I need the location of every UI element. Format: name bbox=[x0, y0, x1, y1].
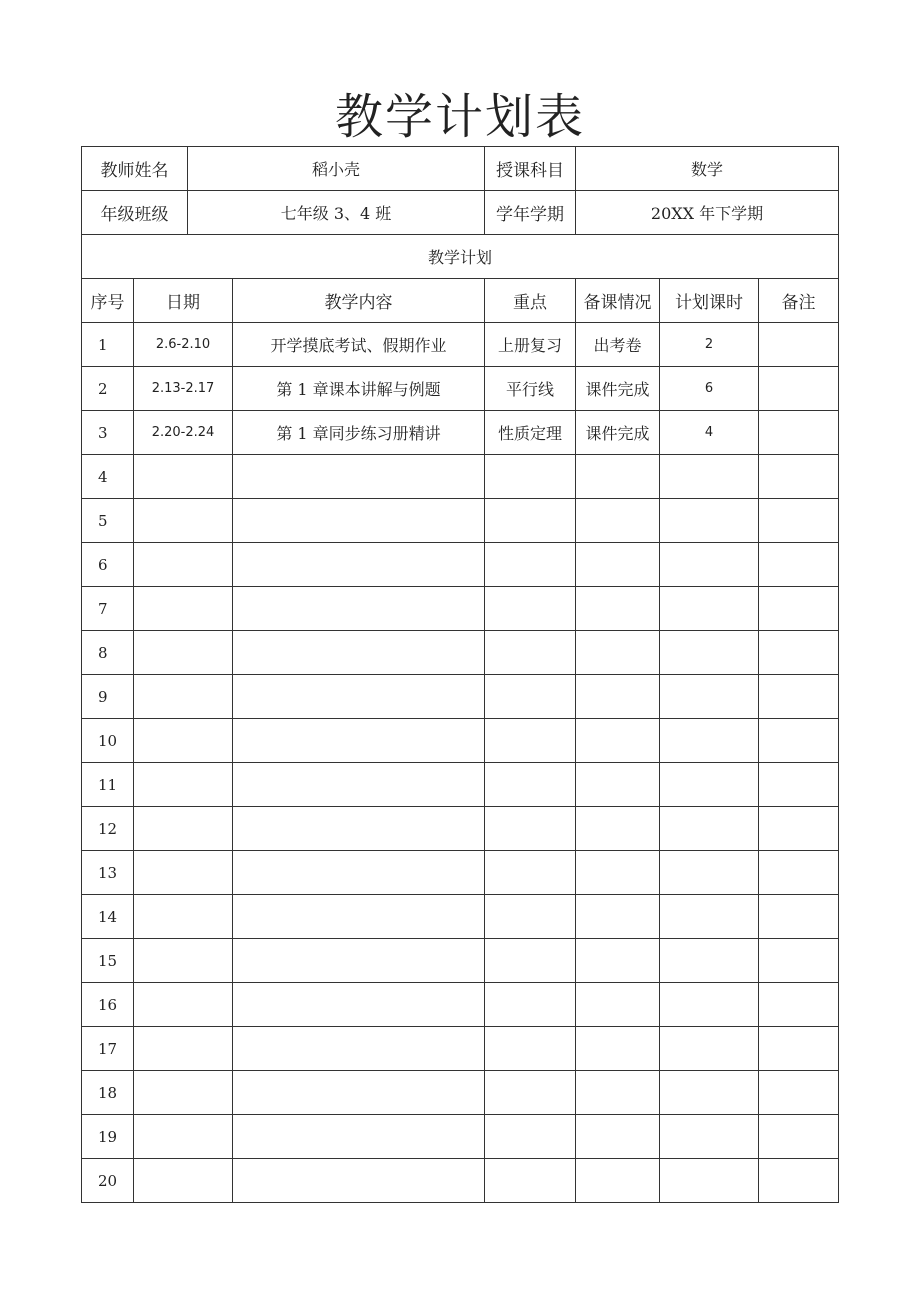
cell-prep bbox=[576, 499, 660, 543]
cell-seq: 1 bbox=[82, 323, 134, 367]
cell-seq: 13 bbox=[82, 851, 134, 895]
cell-note bbox=[759, 895, 839, 939]
table-row bbox=[82, 631, 839, 675]
subject-label: 授课科目 bbox=[485, 147, 576, 191]
cell-date bbox=[134, 1159, 233, 1203]
teacher-row bbox=[82, 147, 839, 191]
cell-seq: 15 bbox=[82, 939, 134, 983]
cell-note bbox=[759, 543, 839, 587]
cell-prep bbox=[576, 939, 660, 983]
cell-prep bbox=[576, 851, 660, 895]
cell-prep bbox=[576, 631, 660, 675]
cell-date bbox=[134, 851, 233, 895]
cell-content bbox=[233, 631, 485, 675]
cell-prep bbox=[576, 1115, 660, 1159]
cell-content bbox=[233, 499, 485, 543]
cell-hours bbox=[660, 587, 759, 631]
term-value: 20XX 年下学期 bbox=[576, 191, 839, 235]
cell-date bbox=[134, 543, 233, 587]
cell-focus bbox=[485, 719, 576, 763]
cell-content bbox=[233, 1159, 485, 1203]
cell-seq: 20 bbox=[82, 1159, 134, 1203]
cell-content bbox=[233, 983, 485, 1027]
cell-note bbox=[759, 499, 839, 543]
cell-hours: 6 bbox=[660, 367, 759, 411]
cell-focus bbox=[485, 675, 576, 719]
cell-focus bbox=[485, 1071, 576, 1115]
cell-hours bbox=[660, 631, 759, 675]
cell-prep bbox=[576, 675, 660, 719]
cell-focus bbox=[485, 983, 576, 1027]
cell-content bbox=[233, 851, 485, 895]
cell-content: 第 1 章课本讲解与例题 bbox=[233, 367, 485, 411]
teacher-label: 教师姓名 bbox=[82, 147, 188, 191]
cell-hours bbox=[660, 543, 759, 587]
cell-date: 2.13-2.17 bbox=[134, 367, 233, 411]
cell-content bbox=[233, 719, 485, 763]
cell-prep bbox=[576, 543, 660, 587]
cell-seq: 14 bbox=[82, 895, 134, 939]
table-row bbox=[82, 455, 839, 499]
cell-seq: 18 bbox=[82, 1071, 134, 1115]
cell-focus bbox=[485, 763, 576, 807]
cell-date bbox=[134, 455, 233, 499]
cell-content bbox=[233, 543, 485, 587]
header-hours: 计划课时 bbox=[660, 279, 759, 323]
table-row bbox=[82, 851, 839, 895]
subject-value: 数学 bbox=[576, 147, 839, 191]
grade-label: 年级班级 bbox=[82, 191, 188, 235]
cell-prep bbox=[576, 895, 660, 939]
cell-prep bbox=[576, 807, 660, 851]
cell-focus bbox=[485, 1159, 576, 1203]
cell-seq: 19 bbox=[82, 1115, 134, 1159]
header-content: 教学内容 bbox=[233, 279, 485, 323]
cell-hours bbox=[660, 1027, 759, 1071]
cell-date bbox=[134, 499, 233, 543]
cell-prep bbox=[576, 1071, 660, 1115]
cell-note bbox=[759, 455, 839, 499]
cell-date bbox=[134, 939, 233, 983]
cell-note bbox=[759, 851, 839, 895]
cell-content bbox=[233, 587, 485, 631]
cell-focus bbox=[485, 499, 576, 543]
teacher-value: 稻小壳 bbox=[188, 147, 485, 191]
section-title: 教学计划 bbox=[82, 235, 839, 279]
cell-seq: 8 bbox=[82, 631, 134, 675]
table-row bbox=[82, 807, 839, 851]
cell-focus bbox=[485, 851, 576, 895]
cell-focus: 平行线 bbox=[485, 367, 576, 411]
cell-seq: 2 bbox=[82, 367, 134, 411]
header-focus: 重点 bbox=[485, 279, 576, 323]
page-title: 教学计划表 bbox=[334, 89, 585, 145]
cell-content bbox=[233, 807, 485, 851]
cell-date bbox=[134, 807, 233, 851]
cell-note bbox=[759, 1071, 839, 1115]
cell-date: 2.6-2.10 bbox=[134, 323, 233, 367]
cell-seq: 9 bbox=[82, 675, 134, 719]
cell-date bbox=[134, 631, 233, 675]
table-row bbox=[82, 411, 839, 455]
cell-content: 第 1 章同步练习册精讲 bbox=[233, 411, 485, 455]
cell-note bbox=[759, 807, 839, 851]
cell-note bbox=[759, 719, 839, 763]
cell-note bbox=[759, 411, 839, 455]
table-row bbox=[82, 367, 839, 411]
cell-prep bbox=[576, 719, 660, 763]
cell-hours bbox=[660, 719, 759, 763]
header-prep: 备课情况 bbox=[576, 279, 660, 323]
cell-seq: 16 bbox=[82, 983, 134, 1027]
cell-date: 2.20-2.24 bbox=[134, 411, 233, 455]
cell-content bbox=[233, 1027, 485, 1071]
table-row bbox=[82, 1071, 839, 1115]
cell-seq: 3 bbox=[82, 411, 134, 455]
cell-focus bbox=[485, 631, 576, 675]
cell-content bbox=[233, 895, 485, 939]
table-row bbox=[82, 499, 839, 543]
cell-note bbox=[759, 763, 839, 807]
header-note: 备注 bbox=[759, 279, 839, 323]
table-row bbox=[82, 1159, 839, 1203]
cell-hours bbox=[660, 455, 759, 499]
cell-note bbox=[759, 1027, 839, 1071]
cell-prep bbox=[576, 1027, 660, 1071]
cell-hours bbox=[660, 895, 759, 939]
cell-focus bbox=[485, 939, 576, 983]
cell-prep: 课件完成 bbox=[576, 367, 660, 411]
cell-date bbox=[134, 1071, 233, 1115]
cell-seq: 5 bbox=[82, 499, 134, 543]
cell-note bbox=[759, 367, 839, 411]
cell-content bbox=[233, 763, 485, 807]
cell-prep bbox=[576, 455, 660, 499]
cell-focus bbox=[485, 807, 576, 851]
cell-date bbox=[134, 763, 233, 807]
cell-date bbox=[134, 983, 233, 1027]
cell-date bbox=[134, 719, 233, 763]
table-row bbox=[82, 587, 839, 631]
cell-hours bbox=[660, 939, 759, 983]
header-seq: 序号 bbox=[82, 279, 134, 323]
term-label: 学年学期 bbox=[485, 191, 576, 235]
cell-note bbox=[759, 983, 839, 1027]
cell-date bbox=[134, 1027, 233, 1071]
cell-seq: 7 bbox=[82, 587, 134, 631]
plan-table bbox=[81, 146, 839, 1203]
cell-hours bbox=[660, 1159, 759, 1203]
cell-seq: 11 bbox=[82, 763, 134, 807]
grade-row bbox=[82, 191, 839, 235]
cell-focus: 性质定理 bbox=[485, 411, 576, 455]
cell-prep: 课件完成 bbox=[576, 411, 660, 455]
cell-seq: 6 bbox=[82, 543, 134, 587]
cell-date bbox=[134, 1115, 233, 1159]
table-row bbox=[82, 763, 839, 807]
cell-hours: 4 bbox=[660, 411, 759, 455]
cell-seq: 4 bbox=[82, 455, 134, 499]
cell-prep bbox=[576, 587, 660, 631]
cell-note bbox=[759, 939, 839, 983]
cell-hours bbox=[660, 983, 759, 1027]
cell-focus bbox=[485, 587, 576, 631]
cell-hours bbox=[660, 1071, 759, 1115]
cell-seq: 10 bbox=[82, 719, 134, 763]
cell-date bbox=[134, 587, 233, 631]
cell-hours: 2 bbox=[660, 323, 759, 367]
cell-note bbox=[759, 675, 839, 719]
table-row bbox=[82, 939, 839, 983]
cell-content: 开学摸底考试、假期作业 bbox=[233, 323, 485, 367]
cell-note bbox=[759, 1115, 839, 1159]
cell-hours bbox=[660, 763, 759, 807]
table-row bbox=[82, 323, 839, 367]
grade-value: 七年级 3、4 班 bbox=[188, 191, 485, 235]
cell-prep bbox=[576, 983, 660, 1027]
cell-content bbox=[233, 1115, 485, 1159]
cell-focus bbox=[485, 895, 576, 939]
cell-focus bbox=[485, 455, 576, 499]
cell-content bbox=[233, 939, 485, 983]
cell-content bbox=[233, 455, 485, 499]
cell-date bbox=[134, 895, 233, 939]
cell-note bbox=[759, 631, 839, 675]
table-row bbox=[82, 983, 839, 1027]
cell-content bbox=[233, 675, 485, 719]
cell-focus: 上册复习 bbox=[485, 323, 576, 367]
cell-seq: 12 bbox=[82, 807, 134, 851]
table-row bbox=[82, 1027, 839, 1071]
cell-note bbox=[759, 1159, 839, 1203]
cell-prep bbox=[576, 763, 660, 807]
cell-hours bbox=[660, 499, 759, 543]
cell-focus bbox=[485, 1115, 576, 1159]
table-row bbox=[82, 895, 839, 939]
cell-note bbox=[759, 323, 839, 367]
cell-focus bbox=[485, 1027, 576, 1071]
cell-seq: 17 bbox=[82, 1027, 134, 1071]
cell-hours bbox=[660, 851, 759, 895]
cell-date bbox=[134, 675, 233, 719]
table-row bbox=[82, 719, 839, 763]
cell-hours bbox=[660, 675, 759, 719]
cell-prep bbox=[576, 1159, 660, 1203]
cell-prep: 出考卷 bbox=[576, 323, 660, 367]
cell-focus bbox=[485, 543, 576, 587]
cell-hours bbox=[660, 1115, 759, 1159]
cell-note bbox=[759, 587, 839, 631]
table-row bbox=[82, 675, 839, 719]
header-row bbox=[82, 279, 839, 323]
table-row bbox=[82, 543, 839, 587]
section-row bbox=[82, 235, 839, 279]
cell-content bbox=[233, 1071, 485, 1115]
table-row bbox=[82, 1115, 839, 1159]
cell-hours bbox=[660, 807, 759, 851]
header-date: 日期 bbox=[134, 279, 233, 323]
